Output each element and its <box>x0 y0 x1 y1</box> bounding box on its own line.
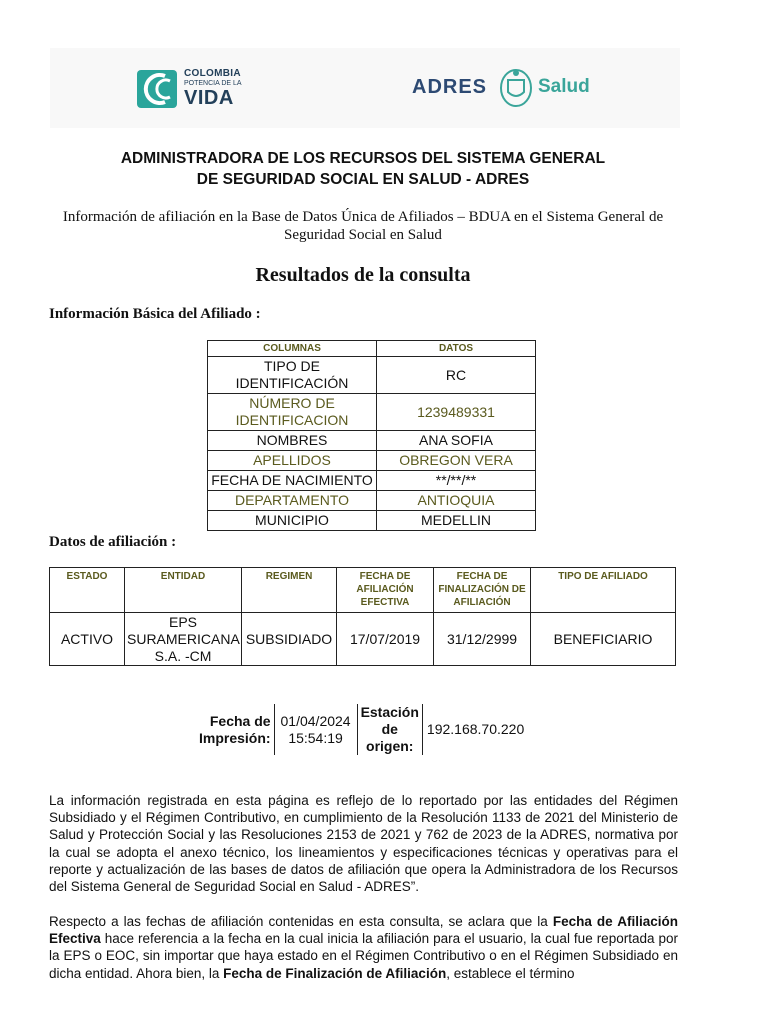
column-header-columnas: COLUMNAS <box>208 341 377 357</box>
cell-entidad: EPS SURAMERICANA S.A. -CM <box>125 613 242 666</box>
row-value: **/**/** <box>377 471 536 491</box>
cell-tipo-afiliado: BENEFICIARIO <box>531 613 676 666</box>
cell-regimen: SUBSIDIADO <box>242 613 337 666</box>
paragraph-text: hace referencia a la fecha en la cual inicia la afiliación para el usuario, la cual fue reportada por la EPS o EOC, sin importar que haya estado en el Régimen Contributivo o en el Régimen Subsidiado en dicha entidad. Ahora bien, la <box>49 931 678 981</box>
results-title: Resultados de la consulta <box>255 264 471 286</box>
table-row <box>208 471 536 491</box>
basic-info-table <box>207 340 536 531</box>
table-row <box>208 511 536 531</box>
row-value: OBREGON VERA <box>377 451 536 471</box>
title-line-1: ADMINISTRADORA DE LOS RECURSOS DEL SISTEMA GENERAL <box>120 150 606 167</box>
row-label: APELLIDOS <box>208 451 377 471</box>
print-info-table <box>196 704 527 755</box>
colombia-logo-icon <box>137 70 177 108</box>
table-row <box>208 394 536 431</box>
affiliation-table <box>49 567 676 666</box>
table-header-row <box>208 341 536 357</box>
table-header-row <box>50 568 676 613</box>
column-header-fecha-afiliacion: FECHA DE AFILIACIÓN EFECTIVA <box>337 568 434 613</box>
colombia-logo-line1: COLOMBIA <box>184 68 241 79</box>
basic-info-section-title: Información Básica del Afiliado : <box>49 306 261 322</box>
table-row <box>208 357 536 394</box>
column-header-fecha-finalizacion: FECHA DE FINALIZACIÓN DE AFILIACIÓN <box>434 568 531 613</box>
legal-paragraph-1: La información registrada en esta página es reflejo de lo reportado por las entidades del Régimen Subsidiado y el Régimen Contributivo, en cumplimiento de la Resolución 1133 de 2021 del Ministerio de Salud y Protección Social y las Resoluciones 2153 de 2021 y 762 de 2023 de la ADRES, normativa por la cual se adopta el anexo técnico, los lineamientos y especificaciones técnicas y operativas para el reporte y actualización de las bases de datos de afiliación que opera la Administradora de los Recursos del Sistema General de Seguridad Social en Salud - ADRES”. <box>49 793 678 895</box>
row-value: ANA SOFIA <box>377 431 536 451</box>
station-value: 192.168.70.220 <box>422 704 527 755</box>
cell-fecha-afiliacion: 17/07/2019 <box>337 613 434 666</box>
row-label: TIPO DE IDENTIFICACIÓN <box>208 357 377 394</box>
row-value: RC <box>377 357 536 394</box>
table-row <box>208 431 536 451</box>
row-label: FECHA DE NACIMIENTO <box>208 471 377 491</box>
paragraph-text: Respecto a las fechas de afiliación contenidas en esta consulta, se aclara que la <box>49 914 553 929</box>
column-header-regimen: REGIMEN <box>242 568 337 613</box>
row-value: MEDELLIN <box>377 511 536 531</box>
print-date-label: Fecha de Impresión: <box>199 712 271 746</box>
legal-paragraph-2 <box>49 913 678 982</box>
column-header-datos: DATOS <box>377 341 536 357</box>
row-label: NÚMERO DE IDENTIFICACION <box>208 394 377 431</box>
row-label: MUNICIPIO <box>208 511 377 531</box>
column-header-tipo-afiliado: TIPO DE AFILIADO <box>531 568 676 613</box>
column-header-estado: ESTADO <box>50 568 125 613</box>
row-label: DEPARTAMENTO <box>208 491 377 511</box>
colombia-logo-line2: POTENCIA DE LA <box>184 80 242 87</box>
station-label: Estación de origen: <box>357 704 422 755</box>
row-value: ANTIOQUIA <box>377 491 536 511</box>
colombia-logo-line3: VIDA <box>184 87 234 109</box>
table-row <box>208 451 536 471</box>
table-row <box>50 613 676 666</box>
affiliation-section-title: Datos de afiliación : <box>49 534 177 550</box>
print-date-value: 01/04/2024 15:54:19 <box>274 704 357 755</box>
row-label: NOMBRES <box>208 431 377 451</box>
column-header-entidad: ENTIDAD <box>125 568 242 613</box>
row-value: 1239489331 <box>377 394 536 431</box>
table-row <box>208 491 536 511</box>
cell-estado: ACTIVO <box>50 613 125 666</box>
paragraph-bold-text: Fecha de Afiliación Efectiva <box>49 914 679 947</box>
paragraph-bold-text: Fecha de Finalización de Afiliación <box>223 965 447 981</box>
coat-of-arms-icon <box>496 66 536 110</box>
salud-logo-text: Salud <box>538 76 590 97</box>
paragraph-text: , establece el término <box>446 965 575 981</box>
adres-logo-text: ADRES <box>412 76 488 98</box>
subtitle: Información de afiliación en la Base de Datos Única de Afiliados – BDUA en el Sistema General de Seguridad Social en Salud <box>62 209 664 243</box>
title-line-2: DE SEGURIDAD SOCIAL EN SALUD - ADRES <box>196 171 530 188</box>
cell-fecha-finalizacion: 31/12/2999 <box>434 613 531 666</box>
